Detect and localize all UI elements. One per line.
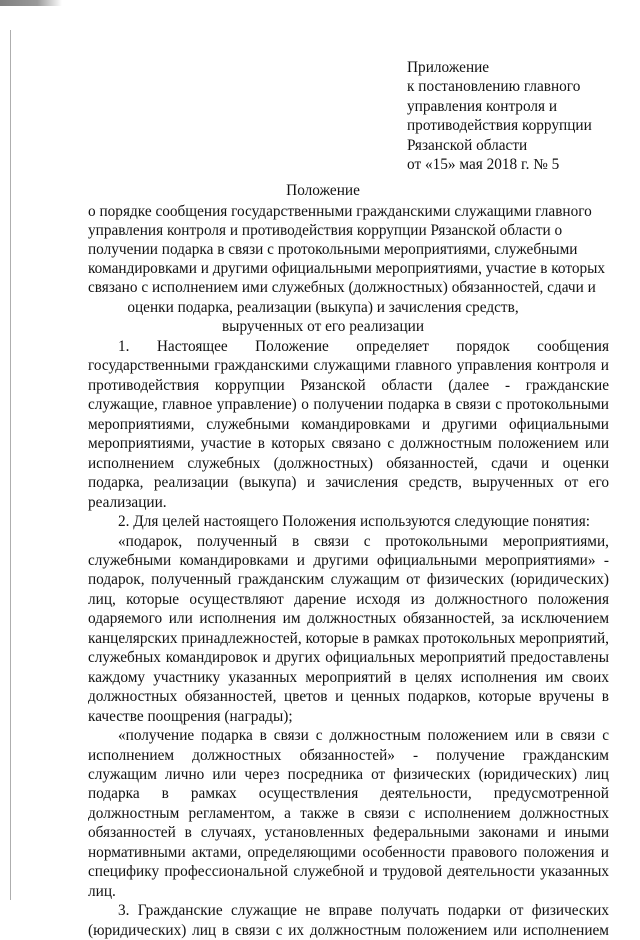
title-line: оценки подарка, реализации (выкупа) и зачисления средств, bbox=[127, 298, 519, 316]
paragraph-definition-2: «получение подарка в связи с должностным положением или в связи с исполнением должностных обязанностей» - получение гражданским служащим лично или через посредника от физических (юридических) лиц подарка в рамках осуществления деятельности, предусмотренной должностным регламентом, а также в связи с исполнением должностных обязанностей в случаях, установленных федеральными законами и иными нормативными актами, определяющими особенности правового положения и специфику профессиональной служебной и трудовой деятельности указанных лиц. bbox=[88, 727, 609, 900]
appendix-line: Приложение bbox=[407, 59, 490, 76]
appendix-line: Рязанской области bbox=[407, 136, 528, 154]
title-line: управления контроля и противодействия коррупции Рязанской области о bbox=[88, 222, 563, 240]
document-body bbox=[88, 337, 609, 940]
title-line: связано с исполнением ими служебных (должностных) обязанностей, сдачи и bbox=[88, 279, 596, 297]
title-line: командировками и другими официальными мероприятиями, участие в которых bbox=[88, 260, 606, 278]
paragraph-definition-1: «подарок, полученный в связи с протокольными мероприятиями, служебными командировками и другими официальными мероприятиями» - подарок, полученный гражданским служащим от физических (юридических) лиц, которые осуществляют дарение исходя из должностного положения одаряемого или исполнения им должностных обязанностей, за исключением канцелярских принадлежностей, которые в рамках протокольных мероприятий, служебных командировок и других официальных мероприятий предоставлены каждому участнику указанных мероприятий в целях исполнения им своих должностных обязанностей, цветов и ценных подарков, которые вручены в качестве поощрения (награды); bbox=[88, 532, 609, 725]
paragraph-2: 2. Для целей настоящего Положения используются следующие понятия: bbox=[118, 513, 590, 531]
appendix-header bbox=[407, 58, 637, 174]
title-line: о порядке сообщения государственными гражданскими служащими главного bbox=[88, 203, 592, 221]
appendix-line: к постановлению главного bbox=[407, 78, 581, 96]
paragraph-1: 1. Настоящее Положение определяет порядок сообщения государственными гражданскими служащими главного управления контроля и противодействия коррупции Рязанской области (далее - гражданские служащие, главное управление) о получении подарка в связи с протокольными мероприятиями, служебными командировками и другими официальными мероприятиями, участие в которых связано с должностным положением или исполнением служебных (должностных) обязанностей, сдачи и оценки подарка, реализации (выкупа) и зачисления средств, вырученных от его реализации. bbox=[88, 338, 609, 511]
title-line: получении подарка в связи с протокольными мероприятиями, служебными bbox=[88, 241, 578, 259]
scan-artifact-left-edge bbox=[10, 30, 11, 900]
appendix-date-line: от «15» мая 2018 г. № 5 bbox=[407, 156, 560, 174]
paragraph-3: 3. Гражданские служащие не вправе получать подарки от физических (юридических) лиц в связи с их должностным положением или исполнением bbox=[88, 902, 609, 939]
title-line: вырученных от его реализации bbox=[221, 317, 425, 335]
title-heading: Положение bbox=[286, 182, 360, 199]
document-title bbox=[88, 181, 606, 336]
appendix-line: противодействия коррупции bbox=[407, 117, 592, 135]
appendix-line: управления контроля и bbox=[407, 97, 558, 115]
scan-artifact-top bbox=[0, 0, 62, 6]
